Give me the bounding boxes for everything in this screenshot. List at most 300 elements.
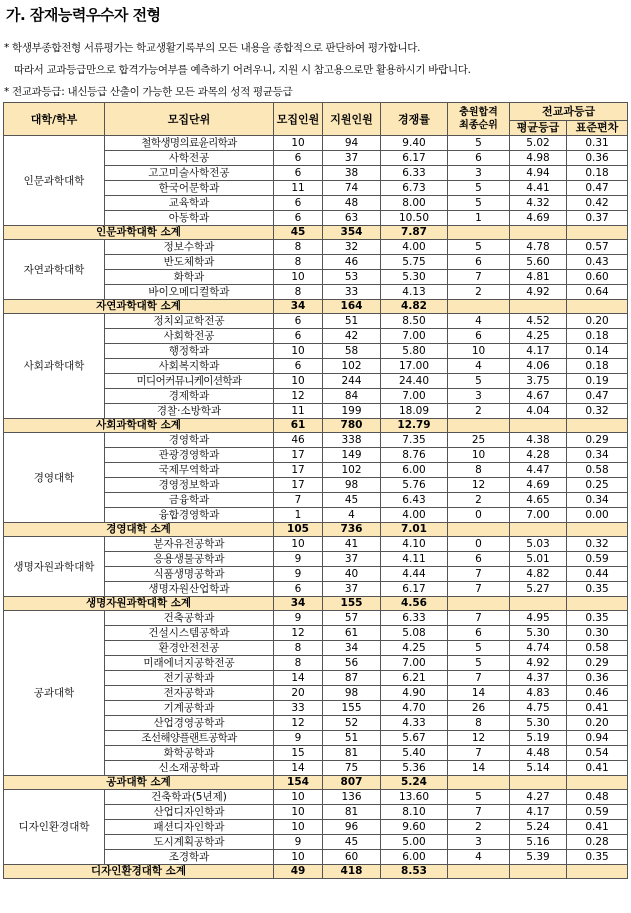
header-avg: 평균등급: [510, 121, 567, 136]
cell-rank: 5: [448, 656, 510, 671]
cell-dept: 전자공학과: [105, 686, 274, 701]
cell-quota: 10: [274, 790, 323, 805]
subtotal-quota: 34: [274, 597, 323, 611]
cell-ratio: 5.76: [381, 478, 448, 493]
cell-applicants: 45: [323, 835, 381, 850]
cell-quota: 12: [274, 389, 323, 404]
cell-sd: 0.35: [567, 611, 628, 626]
cell-applicants: 87: [323, 671, 381, 686]
cell-dept: 경영학과: [105, 433, 274, 448]
cell-ratio: 4.11: [381, 552, 448, 567]
cell-quota: 8: [274, 285, 323, 300]
cell-ratio: 8.00: [381, 196, 448, 211]
cell-sd: 0.35: [567, 850, 628, 865]
cell-applicants: 96: [323, 820, 381, 835]
cell-dept: 사회학전공: [105, 329, 274, 344]
cell-dept: 한국어문학과: [105, 181, 274, 196]
cell-applicants: 32: [323, 240, 381, 255]
cell-ratio: 7.00: [381, 656, 448, 671]
cell-ratio: 10.50: [381, 211, 448, 226]
cell-ratio: 6.00: [381, 850, 448, 865]
subtotal-empty: [510, 776, 567, 790]
header-quota: 모집인원: [274, 103, 323, 136]
subtotal-ratio: 7.01: [381, 523, 448, 537]
cell-avg: 4.92: [510, 285, 567, 300]
cell-rank: 3: [448, 389, 510, 404]
cell-avg: 4.52: [510, 314, 567, 329]
subtotal-empty: [510, 597, 567, 611]
cell-sd: 0.34: [567, 493, 628, 508]
header-row: [4, 103, 628, 121]
cell-ratio: 4.70: [381, 701, 448, 716]
cell-applicants: 136: [323, 790, 381, 805]
cell-ratio: 5.36: [381, 761, 448, 776]
cell-applicants: 244: [323, 374, 381, 389]
cell-ratio: 6.17: [381, 582, 448, 597]
cell-dept: 도시계획공학과: [105, 835, 274, 850]
cell-rank: 1: [448, 211, 510, 226]
cell-sd: 0.58: [567, 463, 628, 478]
subtotal-empty: [567, 523, 628, 537]
cell-quota: 9: [274, 552, 323, 567]
cell-quota: 8: [274, 641, 323, 656]
cell-ratio: 6.21: [381, 671, 448, 686]
cell-rank: 26: [448, 701, 510, 716]
cell-rank: 14: [448, 761, 510, 776]
subtotal-ratio: 12.79: [381, 419, 448, 433]
cell-quota: 17: [274, 463, 323, 478]
cell-sd: 0.31: [567, 136, 628, 151]
cell-applicants: 149: [323, 448, 381, 463]
college-name: 인문과학대학: [4, 136, 105, 226]
cell-sd: 0.19: [567, 374, 628, 389]
college-name: 사회과학대학: [4, 314, 105, 419]
header-grade-group: 전교과등급: [510, 103, 628, 121]
cell-dept: 미래에너지공학전공: [105, 656, 274, 671]
cell-avg: 4.74: [510, 641, 567, 656]
cell-applicants: 53: [323, 270, 381, 285]
cell-avg: 4.17: [510, 805, 567, 820]
college-name: 자연과학대학: [4, 240, 105, 300]
header-ratio: 경쟁률: [381, 103, 448, 136]
cell-rank: 5: [448, 790, 510, 805]
cell-avg: 5.30: [510, 716, 567, 731]
subtotal-empty: [510, 300, 567, 314]
subtotal-label: 공과대학 소계: [4, 776, 274, 790]
cell-quota: 10: [274, 805, 323, 820]
cell-rank: 8: [448, 716, 510, 731]
cell-quota: 20: [274, 686, 323, 701]
cell-rank: 4: [448, 359, 510, 374]
cell-rank: 25: [448, 433, 510, 448]
cell-sd: 0.34: [567, 448, 628, 463]
cell-sd: 0.59: [567, 552, 628, 567]
cell-ratio: 5.00: [381, 835, 448, 850]
cell-rank: 0: [448, 508, 510, 523]
cell-quota: 6: [274, 314, 323, 329]
cell-avg: 4.67: [510, 389, 567, 404]
cell-rank: 12: [448, 731, 510, 746]
cell-applicants: 338: [323, 433, 381, 448]
cell-avg: 4.28: [510, 448, 567, 463]
subtotal-row: [4, 226, 628, 240]
cell-applicants: 37: [323, 151, 381, 166]
subtotal-quota: 45: [274, 226, 323, 240]
cell-dept: 경제학과: [105, 389, 274, 404]
cell-ratio: 6.73: [381, 181, 448, 196]
subtotal-applicants: 164: [323, 300, 381, 314]
cell-applicants: 4: [323, 508, 381, 523]
cell-avg: 4.32: [510, 196, 567, 211]
college-name: 디자인환경대학: [4, 790, 105, 865]
subtotal-row: [4, 865, 628, 879]
cell-applicants: 51: [323, 731, 381, 746]
cell-rank: 2: [448, 404, 510, 419]
cell-applicants: 75: [323, 761, 381, 776]
cell-sd: 0.54: [567, 746, 628, 761]
cell-avg: 5.14: [510, 761, 567, 776]
cell-ratio: 4.13: [381, 285, 448, 300]
cell-rank: 7: [448, 567, 510, 582]
cell-rank: 14: [448, 686, 510, 701]
cell-quota: 14: [274, 671, 323, 686]
cell-ratio: 7.35: [381, 433, 448, 448]
cell-quota: 11: [274, 181, 323, 196]
cell-quota: 8: [274, 255, 323, 270]
cell-ratio: 8.76: [381, 448, 448, 463]
subtotal-row: [4, 597, 628, 611]
cell-ratio: 8.50: [381, 314, 448, 329]
cell-dept: 식품생명공학과: [105, 567, 274, 582]
cell-rank: 2: [448, 493, 510, 508]
note-3: * 전교과등급: 내신등급 산출이 가능한 모든 과목의 성적 평균등급: [4, 86, 293, 98]
cell-applicants: 41: [323, 537, 381, 552]
cell-dept: 반도체학과: [105, 255, 274, 270]
subtotal-empty: [510, 523, 567, 537]
subtotal-quota: 105: [274, 523, 323, 537]
cell-ratio: 4.10: [381, 537, 448, 552]
cell-sd: 0.32: [567, 404, 628, 419]
cell-rank: 7: [448, 582, 510, 597]
cell-avg: 3.75: [510, 374, 567, 389]
cell-avg: 4.69: [510, 478, 567, 493]
table-body: [4, 136, 628, 879]
cell-sd: 0.47: [567, 389, 628, 404]
cell-ratio: 13.60: [381, 790, 448, 805]
cell-sd: 0.20: [567, 314, 628, 329]
cell-dept: 조선해양플랜트공학과: [105, 731, 274, 746]
cell-applicants: 37: [323, 552, 381, 567]
cell-avg: 4.82: [510, 567, 567, 582]
subtotal-label: 인문과학대학 소계: [4, 226, 274, 240]
cell-quota: 1: [274, 508, 323, 523]
cell-applicants: 46: [323, 255, 381, 270]
cell-avg: 5.01: [510, 552, 567, 567]
cell-rank: 10: [448, 344, 510, 359]
cell-avg: 4.95: [510, 611, 567, 626]
cell-quota: 46: [274, 433, 323, 448]
cell-dept: 금융학과: [105, 493, 274, 508]
cell-sd: 0.28: [567, 835, 628, 850]
cell-sd: 0.14: [567, 344, 628, 359]
subtotal-label: 경영대학 소계: [4, 523, 274, 537]
cell-applicants: 40: [323, 567, 381, 582]
cell-sd: 0.18: [567, 359, 628, 374]
subtotal-empty: [567, 597, 628, 611]
cell-sd: 0.48: [567, 790, 628, 805]
cell-rank: 7: [448, 671, 510, 686]
cell-applicants: 38: [323, 166, 381, 181]
subtotal-row: [4, 300, 628, 314]
cell-dept: 건축공학과: [105, 611, 274, 626]
cell-rank: 7: [448, 611, 510, 626]
cell-dept: 경찰·소방학과: [105, 404, 274, 419]
cell-avg: 4.94: [510, 166, 567, 181]
cell-avg: 5.16: [510, 835, 567, 850]
cell-avg: 4.17: [510, 344, 567, 359]
cell-ratio: 5.75: [381, 255, 448, 270]
cell-avg: 4.83: [510, 686, 567, 701]
cell-ratio: 5.08: [381, 626, 448, 641]
subtotal-empty: [567, 226, 628, 240]
cell-avg: 5.60: [510, 255, 567, 270]
cell-rank: 5: [448, 181, 510, 196]
header-final-rank: [448, 103, 510, 136]
cell-applicants: 42: [323, 329, 381, 344]
subtotal-empty: [448, 597, 510, 611]
cell-avg: 5.30: [510, 626, 567, 641]
cell-sd: 0.41: [567, 761, 628, 776]
table-row: [4, 136, 628, 151]
cell-applicants: 52: [323, 716, 381, 731]
subtotal-applicants: 418: [323, 865, 381, 879]
cell-quota: 8: [274, 656, 323, 671]
cell-rank: 12: [448, 478, 510, 493]
table-row: [4, 611, 628, 626]
cell-ratio: 7.00: [381, 329, 448, 344]
cell-sd: 0.29: [567, 656, 628, 671]
cell-ratio: 6.33: [381, 611, 448, 626]
cell-applicants: 60: [323, 850, 381, 865]
cell-rank: 6: [448, 552, 510, 567]
cell-dept: 경영정보학과: [105, 478, 274, 493]
note-1: * 학생부종합전형 서류평가는 학교생활기록부의 모든 내용을 종합적으로 판단하여 평가합니다.: [4, 42, 421, 54]
cell-applicants: 37: [323, 582, 381, 597]
cell-rank: 5: [448, 240, 510, 255]
cell-quota: 15: [274, 746, 323, 761]
cell-dept: 행정학과: [105, 344, 274, 359]
cell-ratio: 5.40: [381, 746, 448, 761]
subtotal-empty: [567, 419, 628, 433]
subtotal-label: 사회과학대학 소계: [4, 419, 274, 433]
subtotal-empty: [448, 776, 510, 790]
cell-ratio: 9.60: [381, 820, 448, 835]
cell-dept: 관광경영학과: [105, 448, 274, 463]
cell-quota: 9: [274, 835, 323, 850]
header-rank-top: 충원합격: [459, 107, 498, 118]
subtotal-row: [4, 776, 628, 790]
subtotal-quota: 61: [274, 419, 323, 433]
subtotal-empty: [510, 419, 567, 433]
cell-sd: 0.37: [567, 211, 628, 226]
cell-dept: 미디어커뮤니케이션학과: [105, 374, 274, 389]
cell-avg: 7.00: [510, 508, 567, 523]
cell-avg: 4.65: [510, 493, 567, 508]
cell-dept: 건축학과(5년제): [105, 790, 274, 805]
cell-quota: 10: [274, 537, 323, 552]
cell-sd: 0.36: [567, 671, 628, 686]
cell-avg: 4.69: [510, 211, 567, 226]
subtotal-applicants: 155: [323, 597, 381, 611]
cell-applicants: 74: [323, 181, 381, 196]
header-applicants: 지원인원: [323, 103, 381, 136]
subtotal-empty: [448, 226, 510, 240]
cell-avg: 5.39: [510, 850, 567, 865]
subtotal-label: 자연과학대학 소계: [4, 300, 274, 314]
cell-quota: 9: [274, 567, 323, 582]
cell-rank: 3: [448, 166, 510, 181]
cell-quota: 33: [274, 701, 323, 716]
cell-rank: 6: [448, 329, 510, 344]
cell-rank: 5: [448, 374, 510, 389]
cell-sd: 0.18: [567, 329, 628, 344]
cell-applicants: 45: [323, 493, 381, 508]
subtotal-row: [4, 419, 628, 433]
cell-quota: 6: [274, 582, 323, 597]
cell-dept: 교육학과: [105, 196, 274, 211]
cell-dept: 조경학과: [105, 850, 274, 865]
cell-rank: 6: [448, 255, 510, 270]
cell-dept: 사회복지학과: [105, 359, 274, 374]
cell-dept: 바이오메디컬학과: [105, 285, 274, 300]
subtotal-row: [4, 523, 628, 537]
cell-avg: 4.37: [510, 671, 567, 686]
subtotal-ratio: 4.56: [381, 597, 448, 611]
cell-dept: 분자유전공학과: [105, 537, 274, 552]
header-dept: 모집단위: [105, 103, 274, 136]
cell-rank: 4: [448, 314, 510, 329]
cell-avg: 4.38: [510, 433, 567, 448]
cell-ratio: 6.17: [381, 151, 448, 166]
cell-quota: 8: [274, 240, 323, 255]
cell-applicants: 61: [323, 626, 381, 641]
cell-dept: 신소재공학과: [105, 761, 274, 776]
college-name: 경영대학: [4, 433, 105, 523]
cell-applicants: 155: [323, 701, 381, 716]
cell-dept: 건설시스템공학과: [105, 626, 274, 641]
cell-dept: 패션디자인학과: [105, 820, 274, 835]
cell-sd: 0.44: [567, 567, 628, 582]
subtotal-ratio: 8.53: [381, 865, 448, 879]
subtotal-applicants: 736: [323, 523, 381, 537]
cell-avg: 5.19: [510, 731, 567, 746]
subtotal-ratio: 5.24: [381, 776, 448, 790]
cell-quota: 10: [274, 850, 323, 865]
subtotal-quota: 34: [274, 300, 323, 314]
subtotal-empty: [567, 300, 628, 314]
cell-sd: 0.94: [567, 731, 628, 746]
cell-rank: 0: [448, 537, 510, 552]
cell-avg: 5.03: [510, 537, 567, 552]
cell-quota: 10: [274, 374, 323, 389]
cell-sd: 0.30: [567, 626, 628, 641]
cell-ratio: 5.67: [381, 731, 448, 746]
cell-sd: 0.35: [567, 582, 628, 597]
cell-avg: 5.24: [510, 820, 567, 835]
subtotal-label: 생명자원과학대학 소계: [4, 597, 274, 611]
cell-dept: 화학공학과: [105, 746, 274, 761]
subtotal-quota: 49: [274, 865, 323, 879]
cell-applicants: 33: [323, 285, 381, 300]
subtotal-empty: [448, 419, 510, 433]
cell-ratio: 6.00: [381, 463, 448, 478]
cell-ratio: 4.00: [381, 508, 448, 523]
cell-applicants: 84: [323, 389, 381, 404]
cell-ratio: 24.40: [381, 374, 448, 389]
cell-ratio: 6.33: [381, 166, 448, 181]
page-title: 가. 잠재능력우수자 전형: [6, 6, 161, 24]
cell-ratio: 8.10: [381, 805, 448, 820]
cell-rank: 5: [448, 196, 510, 211]
cell-quota: 10: [274, 136, 323, 151]
cell-rank: 2: [448, 285, 510, 300]
cell-sd: 0.32: [567, 537, 628, 552]
table-row: [4, 790, 628, 805]
subtotal-applicants: 780: [323, 419, 381, 433]
cell-avg: 5.27: [510, 582, 567, 597]
cell-ratio: 9.40: [381, 136, 448, 151]
cell-quota: 10: [274, 820, 323, 835]
cell-avg: 4.81: [510, 270, 567, 285]
cell-quota: 9: [274, 611, 323, 626]
cell-dept: 환경안전전공: [105, 641, 274, 656]
cell-ratio: 18.09: [381, 404, 448, 419]
admission-results-table: [3, 102, 628, 879]
subtotal-empty: [448, 300, 510, 314]
cell-quota: 6: [274, 211, 323, 226]
cell-dept: 정보수학과: [105, 240, 274, 255]
cell-sd: 0.29: [567, 433, 628, 448]
cell-sd: 0.25: [567, 478, 628, 493]
cell-applicants: 98: [323, 478, 381, 493]
table-row: [4, 240, 628, 255]
cell-avg: 4.75: [510, 701, 567, 716]
cell-dept: 융합경영학과: [105, 508, 274, 523]
cell-dept: 응용생물공학과: [105, 552, 274, 567]
cell-sd: 0.60: [567, 270, 628, 285]
cell-quota: 12: [274, 626, 323, 641]
cell-quota: 17: [274, 478, 323, 493]
cell-avg: 4.48: [510, 746, 567, 761]
cell-ratio: 4.00: [381, 240, 448, 255]
cell-quota: 6: [274, 359, 323, 374]
cell-applicants: 81: [323, 746, 381, 761]
cell-applicants: 199: [323, 404, 381, 419]
cell-applicants: 48: [323, 196, 381, 211]
cell-sd: 0.41: [567, 820, 628, 835]
cell-dept: 생명자원산업학과: [105, 582, 274, 597]
college-name: 공과대학: [4, 611, 105, 776]
cell-avg: 4.78: [510, 240, 567, 255]
subtotal-quota: 154: [274, 776, 323, 790]
cell-avg: 4.47: [510, 463, 567, 478]
cell-ratio: 7.00: [381, 389, 448, 404]
cell-quota: 10: [274, 270, 323, 285]
cell-quota: 10: [274, 344, 323, 359]
cell-avg: 4.98: [510, 151, 567, 166]
cell-dept: 아동학과: [105, 211, 274, 226]
cell-rank: 3: [448, 835, 510, 850]
